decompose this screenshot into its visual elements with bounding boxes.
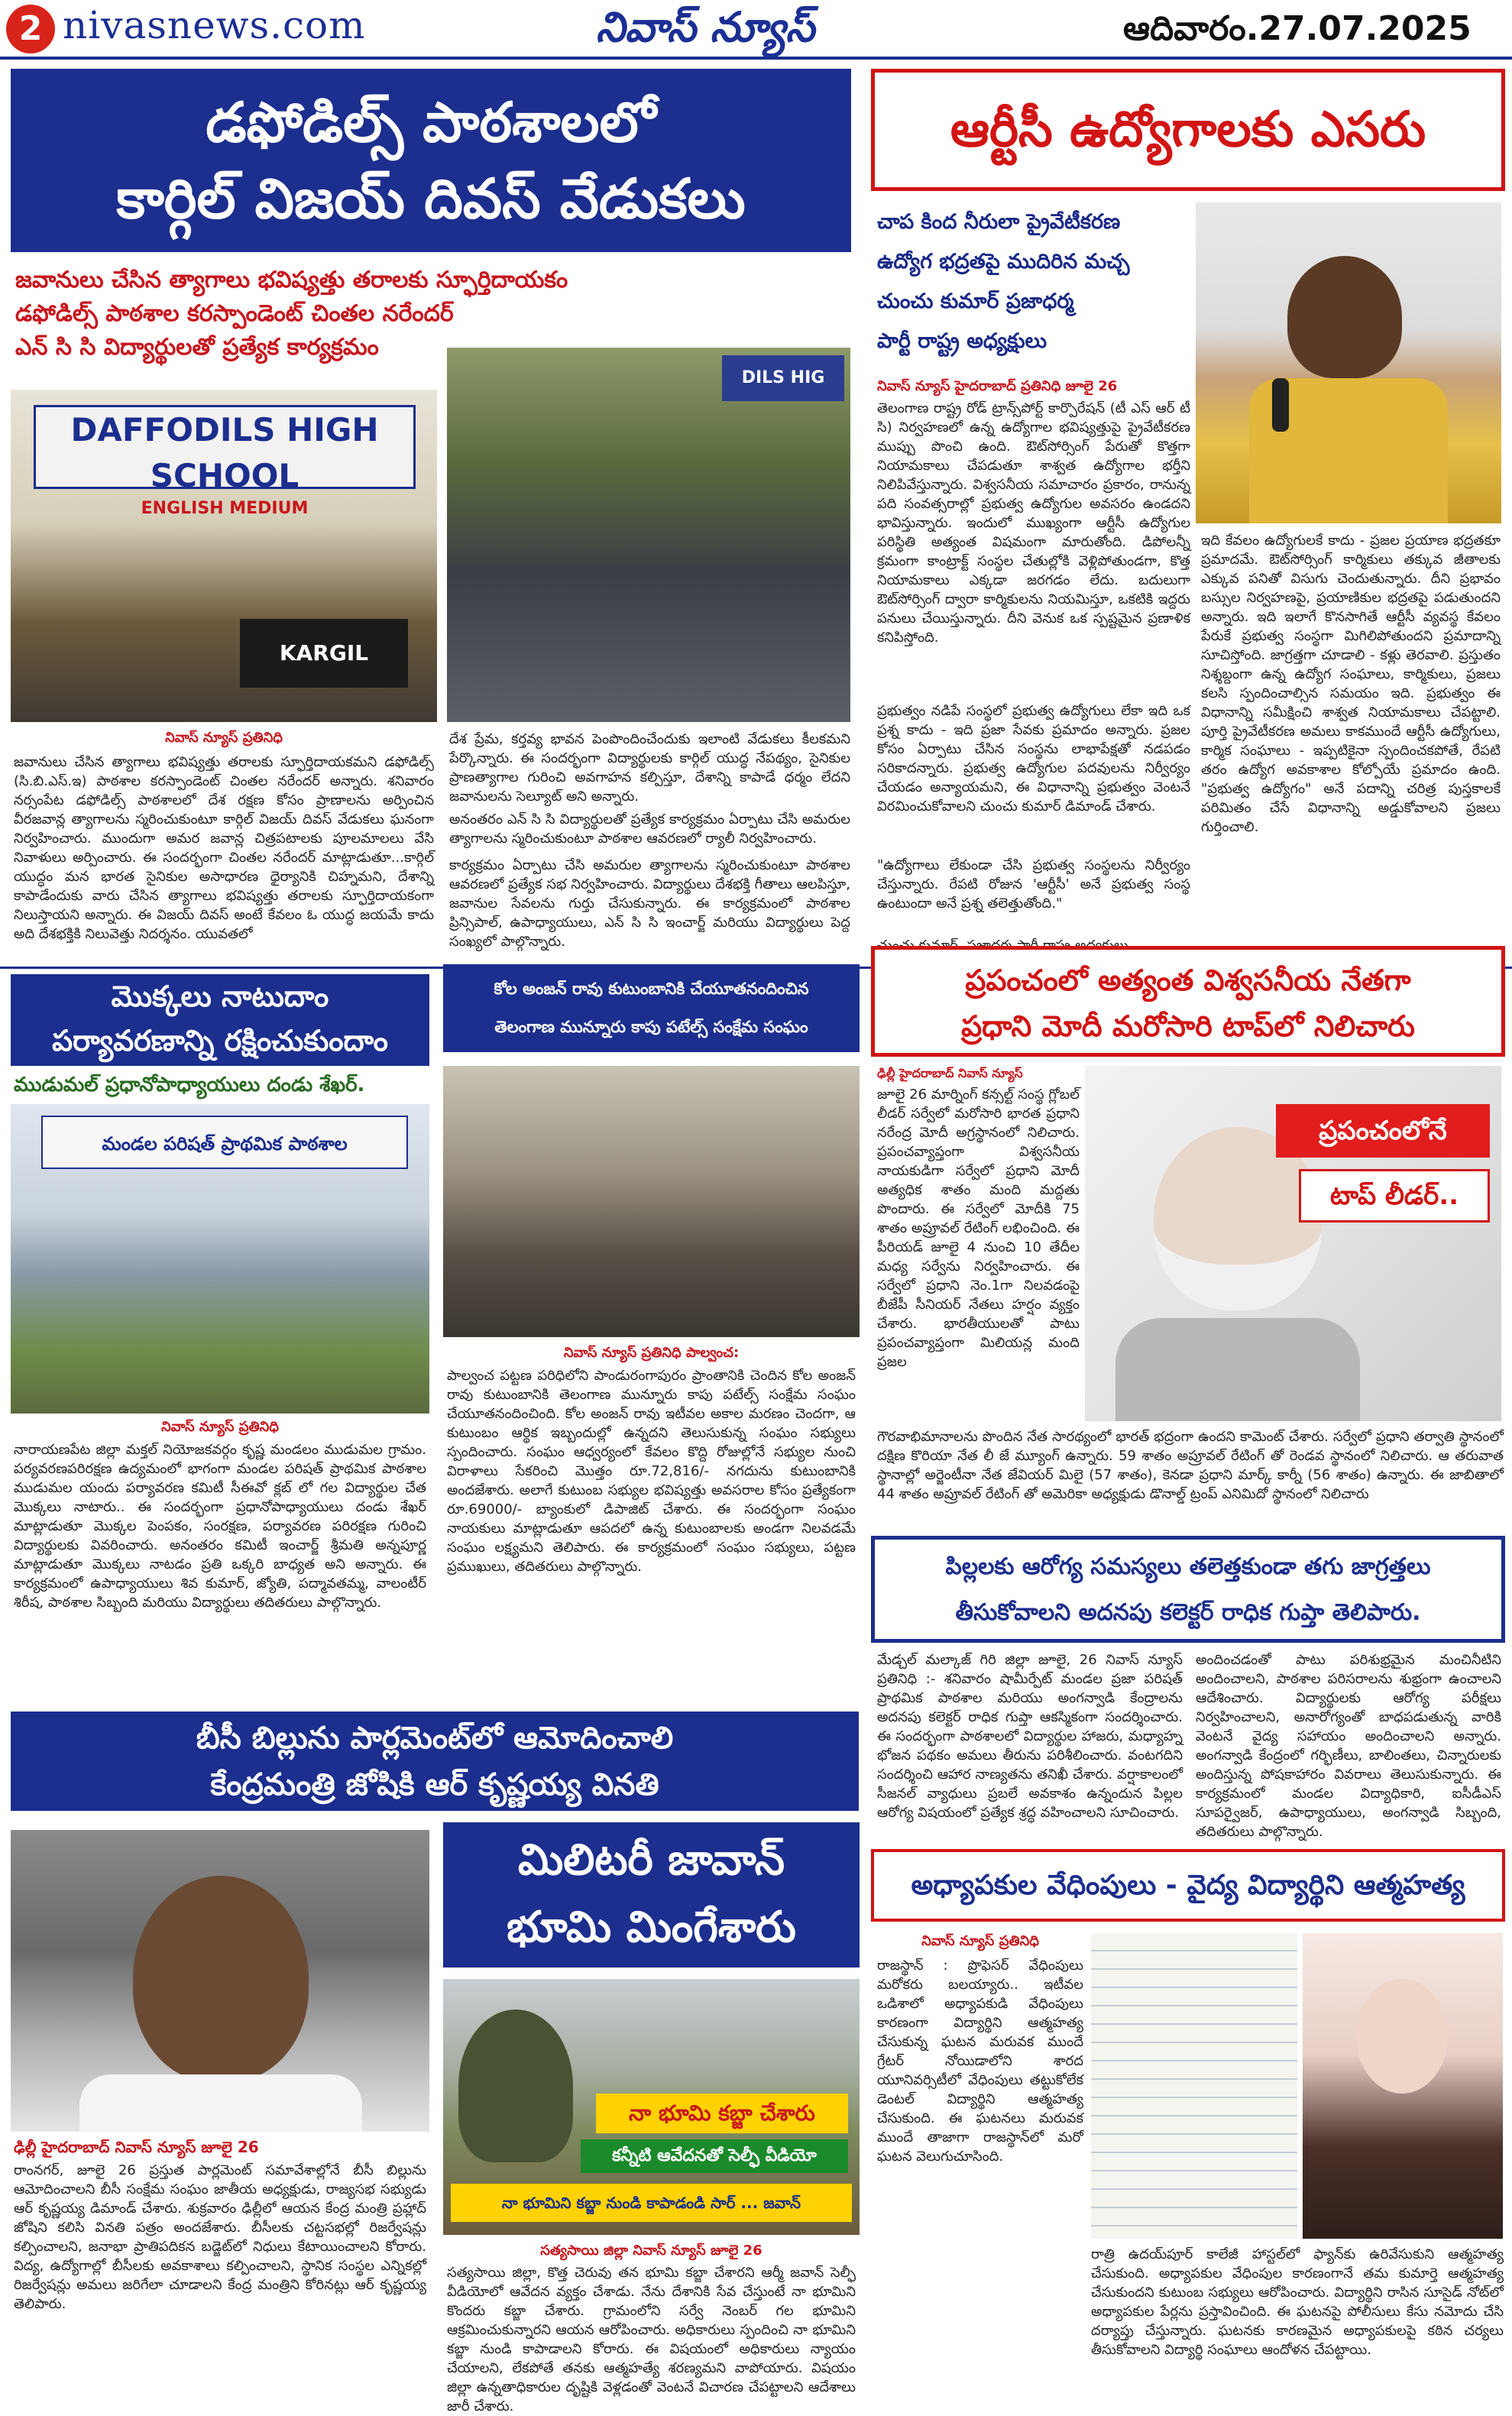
story8-headline [443,1822,860,1967]
story5-headline-line2: ప్రధాని మోదీ మరోసారి టాప్‌లో నిలిచారు [961,1009,1415,1043]
story2-body-col2: ప్రభుత్వం నడిపే సంస్థలో ప్రభుత్వ ఉద్యోగులు లేకా ఇది ఒక ప్రశ్న కాదు - ఇది ప్రజా సేవకు ప్రమాదం అన్నారు. ప్రజల కోసం ఏర్పాటు చేసిన సంస్థను లాభాపేక్షతో నడపడం సరికాదన్నారు. ప్రభుత్వ ఉద్యోగుల పదవులను నిర్వీర్యం చేయడం అన్యాయమని, ఈ విధానాన్ని ప్రభుత్వం వెంటనే విరమించుకోవాలని చుంచు కుమార్ డిమాండ్ చేశారు. [877,703,1190,815]
story1-byline: నివాస్ న్యూస్ ప్రతినిధి [165,730,283,746]
paper-name: నివాస్ న్యూస్ [596,3,815,51]
kargil-banner [240,619,408,688]
story1-body-left: జవానులు చేసిన త్యాగాలు భవిష్యత్తు తరాలకు స్ఫూర్తిదాయకమని డఫోడిల్స్ (సి.బి.ఎస్.ఇ) పాఠశాల కరస్పాండెంట్ చింతల నరేందర్ అన్నారు. శనివారం నర్సంపేట డఫోడిల్స్ పాఠశాలలో దేశ రక్షణ కోసం ప్రాణాలను అర్పించిన వీరజవాన్ల త్యాగాలను స్మరించుకుంటూ కార్గిల్ విజయ్ దివస్ వేడుకలు ఘనంగా నిర్వహించారు. ముందుగా అమర జవాన్ల చిత్రపటాలకు పూలమాలలు వేసి నివాళులు అర్పించారు. ఈ సందర్భంగా చింతల నరేందర్ మాట్లాడుతూ...కార్గిల్ యుద్ధం మన భారత సైనికుల అసాధారణ ధైర్యానికి చిహ్నమని, దేశాన్ని కాపాడేందుకు వారు చేసిన త్యాగాలు భవిష్యత్తు తరాలకు స్ఫూర్తిదాయకంగా నిలుస్తాయని అన్నారు. ఈ విజయ్ దివస్ అంటే కేవలం ఓ యుద్ధ జయమే కాదు అది దేశభక్తికి నిలువెత్తు నిదర్శనం. యువతలో [14,754,434,942]
story1-headline-line1: డఫోడిల్స్ పాఠశాలలో [206,90,656,154]
jawan-figure [458,2010,573,2162]
school-sign-text: DAFFODILS HIGH SCHOOL [70,411,379,494]
jawan-overlay1: నా భూమి కబ్జా చేశారు [596,2094,848,2133]
story3-byline: నివాస్ న్యూస్ ప్రతినిధి [161,1419,279,1435]
school-nameboard [41,1116,408,1169]
story2-dateline: నివాస్ న్యూస్ హైదరాబాద్ ప్రతినిధి జూలై 26 [877,378,1118,394]
story5-dateline: ఢిల్లీ హైదరాబాద్ నివాస్ న్యూస్ [877,1066,1023,1080]
story4-photo-handover [443,1066,860,1337]
top-leader-overlay1: ప్రపంచంలోనే [1276,1104,1490,1158]
story4-dateline: నివాస్ న్యూస్ ప్రతినిధి పాల్వంచ: [563,1345,740,1361]
story8-headline-line1: మిలిటరీ జావాన్ [517,1835,785,1885]
story1-body-bottom: కార్యక్రమం ఏర్పాటు చేసి అమరుల త్యాగాలను స్మరించుకుంటూ పాఠశాల ఆవరణలో ప్రత్యేక సభ నిర్వహించారు. విద్యార్థులు దేశభక్తి గీతాలు ఆలపిస్తూ, జవానుల సేవలను గుర్తు చేసుకున్నారు. ఈ కార్యక్రమంలో పాఠశాల ప్రిన్సిపాల్, ఉపాధ్యాయులు, ఎన్ సి సి ఇంచార్జ్ మరియు విద్యార్థులు పెద్ద సంఖ్యలో పాల్గొన్నారు. [449,857,850,950]
story9-body-bottom: రాత్రి ఉదయ్‌పూర్ కాలేజీ హాస్టల్‌లో ఫ్యాన్‌కు ఉరివేసుకుని ఆత్మహత్య చేసుకుంది. అధ్యాపకుల వేధింపుల కారణంగానే తమ కుమార్తె ఆత్మహత్య చేసుకుందని కుటుంబ సభ్యులు ఆరోపించారు. విద్యార్థిని రాసిన సూసైడ్ నోట్‌లో అధ్యాపకుల పేర్లను ప్రస్తావించింది. ఈ ఘటనపై పోలీసులు కేసు నమోదు చేసి దర్యాప్తు చేస్తున్నారు. ఘటనకు కారణమైన అధ్యాపకులపై కఠిన చర్యలు తీసుకోవాలని విద్యార్థి సంఘాలు ఆందోళన చేపట్టాయి. [1091,2246,1504,2358]
story9-headline [871,1849,1505,1922]
masthead [0,0,1512,60]
story4-body: పాల్వంచ పట్టణ పరిధిలోని పాండురంగాపురం ప్రాంతానికి చెందిన కోల అంజన్ రావు కుటుంబానికి తెలంగాణ మున్నూరు కాపు పటేల్స్ సంక్షేమ సంఘం చేయూతనందించింది. కోల అంజన్ రావు ఇటీవల అకాల మరణం చెందగా, ఆ కుటుంబం ఆర్థిక ఇబ్బందుల్లో ఉన్నదని తెలుసుకున్న సంఘం సభ్యులు స్పందించారు. సంఘం ఆధ్వర్యంలో కేవలం కొద్ది రోజుల్లోనే సభ్యుల నుంచి విరాళాలు సేకరించి మొత్తం రూ.72,816/- నగదును కుటుంబానికి అందజేశారు. అలాగే కుటుంబ సభ్యుల భవిష్యత్తు అవసరాల కోసం ప్రత్యేకంగా రూ.69000/- బ్యాంకులో డిపాజిట్ చేశారు. ఈ సందర్భంగా సంఘం నాయకులు మాట్లాడుతూ ఆపదలో ఉన్న కుటుంబాలకు అండగా నిలవడమే సంఘం లక్ష్యమని తెలిపారు. ఈ కార్యక్రమంలో సంఘం సభ్యులు, పట్టణ ప్రముఖులు, తదితరులు పాల్గొన్నారు. [447,1368,856,1575]
story6-headline-line1: పిల్లలకు ఆరోగ్య సమస్యలు తలెత్తకుండా తగు జాగ్రత్తలు [945,1553,1431,1580]
story9-body-col1: రాజస్థాన్ : ప్రొఫెసర్ వేధింపులు మరోకరు బలయ్యారు.. ఇటీవల ఒడిశాలో అధ్యాపకుడి వేధింపులు కారణంగా విద్యార్థిని ఆత్మహత్య చేసుకున్న ఘటన మరువక ముందే గ్రేటర్ నోయిడాలోని శారద యూనివర్సిటీలో వేధింపులు తట్టుకోలేక డెంటల్ విద్యార్థిని ఆత్మహత్య చేసుకుంది. ఈ ఘటనలు మరువక ముందే తాజాగా రాజస్థాన్‌లో మరో ఘటన వెలుగుచూసింది. [877,1958,1083,2165]
story8-dateline: సత్యసాయి జిల్లా నివాస్ న్యూస్ జూలై 26 [540,2243,762,2259]
story4-headline [443,964,860,1052]
story1-body-right1: దేశ ప్రేమ, కర్తవ్య భావన పెంపొందించేందుకు ఇలాంటి వేడుకలు కీలకమని పేర్కొన్నారు. ఈ సందర్భంగా విద్యార్థులకు కార్గిల్ యుద్ధ నేపథ్యం, సైనికుల ప్రాణత్యాగాల గురించి అవగాహన కల్పిస్తూ, దేశాన్ని కాపాడే ధర్మం లేదని జవానులను సెల్యూట్ అని అన్నారు. [449,731,850,805]
krishnaiah-shirt [79,2074,362,2132]
story9-photo-student [1303,1933,1503,2239]
story1-headline-line2: కార్గిల్ విజయ్ దివస్ వేడుకలు [116,167,746,231]
story5-body-col1: జూలై 26 మార్నింగ్ కన్సల్ట్ సంస్థ గ్లోబల్ లీడర్ సర్వేలో మరోసారి భారత ప్రధాని నరేంద్ర మోదీ అగ్రస్థానంలో నిలిచారు. ప్రపంచవ్యాప్తంగా విశ్వసనీయ నాయకుడిగా సర్వేలో ప్రధాని మోదీ అత్యధిక శాతం మంది మద్దతు పొందారు. ఈ సర్వేలో మోదీకి 75 శాతం అప్రూవల్ రేటింగ్ లభించింది. ఈ పీరియడ్ జూలై 4 నుంచి 10 తేదీల మధ్య సర్వేను నిర్వహించారు. ఈ సర్వేలో ప్రధాని నెం.1గా నిలవడంపై బీజేపీ సీనియర్ నేతలు హర్షం వ్యక్తం చేశారు. భారతీయులతో పాటు ప్రపంచవ్యాప్తంగా మిలియన్ల మంది ప్రజల [877,1087,1080,1370]
story5-body-bottom: గౌరవాభిమానాలను పొందిన నేత సారథ్యంలో భారత్ భద్రంగా ఉందని కామెంట్ చేశారు. సర్వేలో ప్రధాని తర్వాతి స్థానంలో దక్షిణ కొరియా నేత లీ జే మ్యూంగ్ ఉన్నారు. 59 శాతం అప్రూవల్ రేటింగ్ తో రెండవ స్థానంలో నిలిచారు. ఆ తరువాత స్థానాల్లో అర్జెంటీనా నేత జేవియర్ మిలై (57 శాతం), కెనడా ప్రధాని మార్క్ కార్నీ (56 శాతం) ఉన్నారు. ఈ జాబితాలో 44 శాతం అప్రూవల్ రేటింగ్ తో అమెరికా అధ్యక్షుడు డొనాల్డ్ ట్రంప్ ఎనిమిదో స్థానంలో నిలిచారు [877,1429,1504,1502]
jawan-overlay3: నా భూమిని కబ్జా నుండి కాపాడండి సార్ ... జవాన్ [451,2184,852,2222]
story8-headline-line2: భూమి మింగేశారు [507,1903,796,1952]
story2-sub-line4: పార్టీ రాష్ట్ర అధ్యక్షులు [877,329,1047,353]
story2-photo-speaker [1196,202,1501,523]
story3-body: నారాయణపేట జిల్లా మక్తల్ నియోజకవర్గం కృష్ణ మండలం ముడుమల గ్రామం. పర్యవరణపరిరక్షణ ఉద్యమంలో భాగంగా మండల పరిషత్ ప్రాథమిక పాఠశాల ముడుమల యందు పర్యావరణ కమిటీ సీఈవో క్లబ్ లో గల విద్యార్థుల చేత మొక్కలు నాటారు.. ఈ సందర్భంగా ప్రధానోపాధ్యాయులు దండు శేఖర్ మాట్లాడుతూ మొక్కల పెంపకం, సంరక్షణ, పర్యావరణ పరిరక్షణ గురించి విద్యార్థులకు వివరించారు. అనంతరం కమిటీ ఇంచార్జ్ శ్రీమతి అన్నపూర్ణ మాట్లాడుతూ మొక్కలు నాటడం ప్రతి ఒక్కరి బాధ్యత అని అన్నారు. ఈ కార్యక్రమంలో ఉపాధ్యాయులు శివ కుమార్, జ్యోతి, పద్మావతమ్మ, వాలంటీర్ శిరీష, పాఠశాల సిబ్బంది మరియు విద్యార్థులు తదితరులు పాల్గొన్నారు. [14,1442,426,1611]
story2-body-col1: తెలంగాణ రాష్ట్ర రోడ్ ట్రాన్స్‌పోర్ట్ కార్పొరేషన్ (టీ ఎస్ ఆర్ టీ సి) నిర్వహణలో ఉన్న ఉద్యోగాల భవిష్యత్తుపై ప్రైవేటీకరణ ముప్పు పొంచి ఉంది. ఔట్‌సోర్సింగ్ పేరుతో కొత్తగా నియామకాలు చేపడుతూ శాశ్వత ఉద్యోగాల భర్తీని నిలిపివేస్తున్నారు. విశ్వసనీయ సమాచారం ప్రకారం, రానున్న పది సంవత్సరాల్లో ప్రభుత్వ ఉద్యోగుల అవసరం ఉండదని భావిస్తున్నారు. ఇందులో ముఖ్యంగా ఆర్టీసీ ఉద్యోగుల పరిస్థితి అత్యంత విషమంగా మారుతోంది. డిపోలన్నీ క్రమంగా కాంట్రాక్ట్ సంస్థల చేతుల్లోకి వెళ్లిపోతుండగా, కొత్త నియామకాలు ఎక్కడా జరగడం లేదు. బదులుగా ఔట్‌సోర్సింగ్ ద్వారా కార్మికులను నియమిస్తూ, ఒకటికి ఇద్దరు పనులు చేయిస్తున్నారు. దీని వెనుక ఒక స్పష్టమైన ప్రణాళిక కనిపిస్తోంది. [877,400,1190,646]
modi-jacket [1115,1318,1360,1421]
story2-body-quote: "ఉద్యోగాలు లేకుండా చేసి ప్రభుత్వ సంస్థలను నిర్వీర్యం చేస్తున్నారు. రేపటి రోజున 'ఆర్టీసీ' అనే ప్రభుత్వ సంస్థ ఉంటుందా అనే ప్రశ్న తలెత్తుతోంది." [877,857,1190,912]
microphone-icon [1272,378,1289,432]
story2-subheads [877,202,1183,361]
story1-sub-line3: ఎన్ సి సి విద్యార్థులతో ప్రత్యేక కార్యక్రమం [15,334,379,361]
story2-sub-line3: చుంచు కుమార్ ప్రజాధర్మ [877,290,1074,313]
story6-body-col2: అందించడంతో పాటు పరిశుభ్రమైన మంచినీటిని అందించాలని, పాఠశాల పరిసరాలను శుభ్రంగా ఉంచాలని ఆదేశించారు. విద్యార్థులకు ఆరోగ్య పరీక్షలు నిర్వహించాలని, అనారోగ్యంతో బాధపడుతున్న వారికి వెంటనే వైద్య సహాయం అందించాలని అన్నారు. అంగన్వాడి కేంద్రంలో గర్భిణీలు, బాలింతలు, చిన్నారులకు అందిస్తున్న పోషకాహారం వివరాలు తెలుసుకున్నారు. ఈ కార్యక్రమంలో మండల విద్యాధికారి, ఐసీడీఎస్ సూపర్వైజర్, ఉపాధ్యాయులు, అంగన్వాడి సిబ్బంది, తదితరులు పాల్గొన్నారు. [1196,1652,1501,1840]
story8-photo-jawan [443,1979,860,2235]
story5-headline-line1: ప్రపంచంలో అత్యంత విశ్వసనీయ నేతగా [965,963,1411,997]
story7-headline-line1: బీసీ బిల్లును పార్లమెంట్‌లో ఆమోదించాలి [196,1721,674,1756]
school-sign-subtext: ENGLISH MEDIUM [141,499,309,518]
story8-body: సత్యసాయి జిల్లా, కొత్త చెరువు తన భూమి కబ్జా చేశారని ఆర్మీ జవాన్ సెల్ఫీ వీడియోలో ఆవేదన వ్యక్తం చేశాడు. నేను దేశానికి సేవ చేస్తుంటే నా భూమిని కొందరు కబ్జా చేశారు. గ్రామంలోని సర్వే నెంబర్ గల భూమిని ఆక్రమించుకున్నారని ఆయన ఆరోపించారు. అధికారులు స్పందించి నా భూమిని కబ్జా నుండి కాపాడాలని కోరారు. ఈ విషయంలో అధికారులు న్యాయం చేయాలని, లేకపోతే తనకు ఆత్మహత్యే శరణ్యమని వాపోయారు. విషయం జిల్లా ఉన్నతాధికారుల దృష్టికి వెళ్లడంతో వెంటనే విచారణ చేపట్టాలని ఆదేశాలు జారీ చేశారు. [447,2265,856,2414]
issue-date: ఆదివారం.27.07.2025 [1123,9,1472,48]
story3-headline-line1: మొక్కలు నాటుదాం [111,980,329,1013]
story9-headline-text: అధ్యాపకుల వేధింపులు - వైద్య విద్యార్థిని ఆత్మహత్య [911,1870,1465,1901]
story2-sub-line1: చాప కింద నీరులా ప్రైవేటీకరణ [877,210,1121,234]
story6-headline [871,1536,1505,1643]
story5-photo-modi [1085,1066,1501,1421]
story3-headline [11,974,429,1066]
kargil-banner-text: KARGIL [279,640,369,666]
story6-body-col1: మేడ్చల్ మల్కాజ్ గిరి జిల్లా జూలై, 26 నివాస్ న్యూస్ ప్రతినిధి :- శనివారం షామీర్పేట్ మండల ప్రజా పరిషత్ ప్రాథమిక పాఠశాల మరియు అంగన్వాడి కేంద్రాలను అదనపు కలెక్టర్ రాధిక గుప్తా ఆకస్మికంగా సందర్శించారు. ఈ సందర్భంగా పాఠశాలలో విద్యార్థుల హాజరు, మధ్యాహ్న భోజన పథకం అమలు తీరును పరిశీలించారు. వంటగదిని సందర్శించి ఆహార నాణ్యతను తనిఖీ చేశారు. వర్షాకాలంలో సీజనల్ వ్యాధులు ప్రబలే అవకాశం ఉన్నందున పిల్లల ఆరోగ్య విషయంలో ప్రత్యేక శ్రద్ధ వహించాలని సూచించారు. [877,1652,1183,1821]
story2-headline-text: ఆర్టీసీ ఉద్యోగాలకు ఎసరు [950,102,1426,158]
assembly-signboard [722,355,844,401]
story2-headline [871,69,1505,191]
story7-dateline: ఢిల్లీ హైదరాబాద్ నివాస్ న్యూస్ జూలై 26 [14,2138,259,2156]
krishnaiah-face [133,1876,309,2082]
story9-byline: నివాస్ న్యూస్ ప్రతినిధి [921,1933,1039,1949]
top-leader-overlay2: టాప్ లీడర్.. [1299,1169,1490,1223]
site-name[interactable]: nivasnews.com [63,3,366,47]
story7-headline [11,1712,859,1811]
story9-photo-note [1091,1933,1297,2239]
story1-headline [11,69,851,252]
page-number: 2 [6,5,55,53]
story1-sub-line1: జవానులు చేసిన త్యాగాలు భవిష్యత్తు తరాలకు స్ఫూర్తిదాయకం [15,267,568,293]
story1-sub-line2: డఫోడిల్స్ పాఠశాల కరస్పాండెంట్ చింతల నరేందర్ [15,300,454,327]
story1-photo-school [11,390,437,722]
story7-body: రాంనగర్, జూలై 26 ప్రస్తుత పార్లమెంట్ సమావేశాల్లోనే బీసీ బిల్లును ఆమోదించాలని బీసీ సంక్షేమ సంఘం జాతీయ అధ్యక్షుడు, రాజ్యసభ సభ్యుడు ఆర్ కృష్ణయ్య డిమాండ్ చేశారు. శుక్రవారం ఢిల్లీలో ఆయన కేంద్ర మంత్రి ప్రహ్లాద్ జోషిని కలిసి వినతి పత్రం అందజేశారు. బీసీలకు చట్టసభల్లో రిజర్వేషన్లు కల్పించాలని, జనాభా ప్రాతిపదికన బడ్జెట్‌లో నిధులు కేటాయించాలని కోరారు. విద్య, ఉద్యోగాల్లో బీసీలకు అవకాశాలు కల్పించాలని, స్థానిక సంస్థల ఎన్నికల్లో రిజర్వేషన్లు అమలు జరిగేలా చూడాలని కేంద్ర మంత్రిని కోరినట్లు ఆర్ కృష్ణయ్య తెలిపారు. [14,2162,426,2312]
school-nameboard-text: మండల పరిషత్ ప్రాథమిక పాఠశాల [102,1133,348,1155]
story5-headline [871,946,1505,1057]
student-face [1356,1979,1448,2094]
story6-headline-line2: తీసుకోవాలని అదనపు కలెక్టర్ రాధిక గుప్తా తెలిపారు. [955,1599,1421,1626]
story4-headline-line1: కోల అంజన్ రావు కుటుంబానికి చేయూతనందించిన [494,980,809,998]
speaker-figure [1287,256,1402,378]
story2-sub-line2: ఉద్యోగ భద్రతపై ముదిరిన మచ్చ [877,250,1130,274]
story1-photo-assembly [447,348,850,722]
story7-headline-line2: కేంద్రమంత్రి జోషికి ఆర్ కృష్ణయ్య వినతి [210,1767,659,1802]
assembly-sign-text: DILS HIG [741,368,825,387]
story4-headline-line2: తెలంగాణ మున్నూరు కాపు పటేల్స్ సంక్షేమ సంఘం [494,1018,808,1036]
story1-body-right2: అనంతరం ఎన్ సి సి విద్యార్థులతో ప్రత్యేక కార్యక్రమం ఏర్పాటు చేసి అమరుల త్యాగాలను స్మరించుకుంటూ పాఠశాల ఆవరణలో ర్యాలీ నిర్వహించారు. [449,811,850,847]
story3-headline-line2: పర్యావరణాన్ని రక్షించుకుందాం [52,1024,388,1057]
story2-body-col3: ఇది కేవలం ఉద్యోగులకే కాదు - ప్రజల ప్రయాణ భద్రతకూ ప్రమాదమే. ఔట్‌సోర్సింగ్ కార్మికులు తక్కువ జీతాలకు ఎక్కువ పనితో విసుగు చెందుతున్నారు. దీని ప్రభావం బస్సుల నిర్వహణపై, ప్రయాణికుల భద్రతపై పడుతుందని అన్నారు. ఇది ఇలాగే కొనసాగితే ఆర్టీసీ వ్యవస్థ కేవలం పేరుకే ప్రభుత్వ సంస్థగా మిగిలిపోతుందని ప్రమాదాన్ని సూచిస్తోంది. జాగ్రత్తగా చూడాలి - కళ్లు తెరవాలి. ప్రస్తుతం నిశ్శబ్దంగా ఉన్న ఉద్యోగ సంఘాలు, కార్మికులు, ప్రజలు కలసి స్పందించాల్సిన సమయం ఇది. ప్రభుత్వం ఈ విధానాన్ని సమీక్షించి శాశ్వత నియామకాలు చేపట్టాలి. పూర్తి ప్రైవేటీకరణ అమలు కాకముందే ఆర్టీసీ ఉద్యోగులు, కార్మిక సంఘాలు - ఇప్పటికైనా స్పందించకపోతే, రేపటి తరం ఉద్యోగ అవకాశాల కోల్పోయే ప్రమాదం ఉంది. "ప్రభుత్వ ఉద్యోగం" అనే పదాన్ని చరిత్ర పుస్తకాలకే పరిమితం చేసే విధానాన్ని అడ్డుకోవాలని ప్రజలు గుర్తించాలి. [1201,533,1501,835]
school-signboard [34,405,416,518]
jawan-overlay2: కన్నీటి ఆవేదనతో సెల్ఫీ వీడియో [581,2139,848,2173]
story3-photo-plantation [11,1104,429,1414]
story7-photo-krishnaiah [11,1830,429,2132]
story3-sub: ముడుమల్ ప్రధానోపాధ్యాయులు దండు శేఖర్. [14,1074,365,1096]
